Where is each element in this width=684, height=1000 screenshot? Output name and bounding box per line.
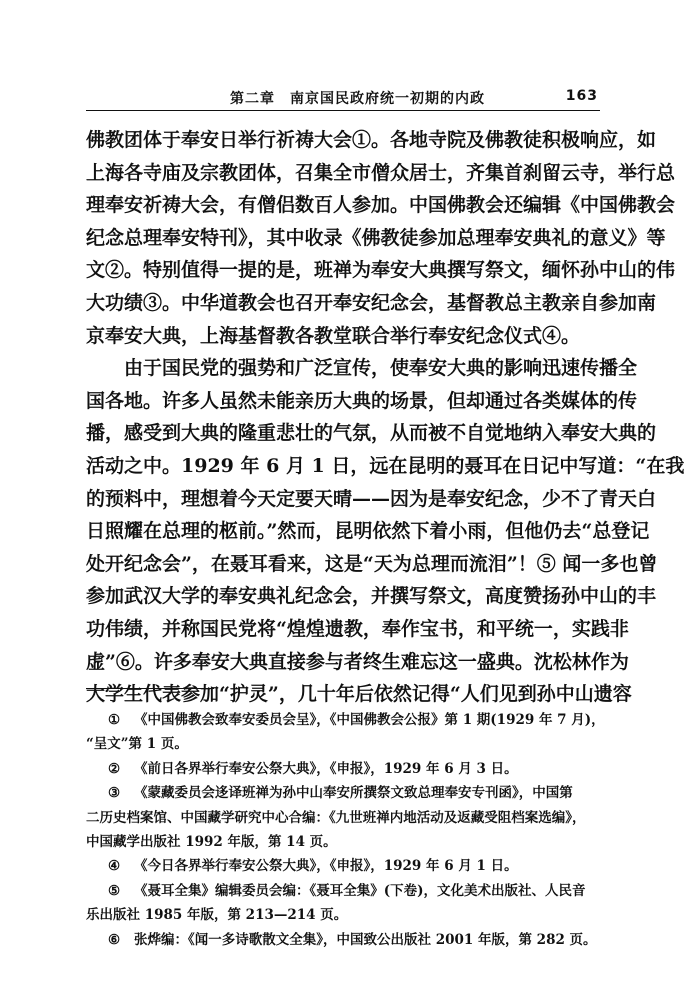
footnote-mark: ⑥: [108, 931, 121, 948]
text-line: 虚”⑥。许多奉安大典直接参与者终生难忘这一盛典。沈松林作为: [86, 650, 629, 673]
text-line: 国各地。许多人虽然未能亲历大典的场景，但却通过各类媒体的传: [86, 389, 638, 412]
text-line: 大学生代表参加“护灵”，几十年后依然记得“人们见到孙中山遗容: [86, 683, 632, 706]
footnote-5: [86, 879, 600, 928]
footnote-text: 《今日各界举行奉安公祭大典》，《申报》，1929 年 6 月 1 日。: [134, 858, 518, 875]
text-line: 功伟绩，并称国民党将“煌煌遗教，奉作宝书，和平统一，实践非: [86, 617, 629, 640]
footnote-rule: [86, 688, 214, 689]
footnote-text: 《中国佛教会致奉安委员会呈》，《中国佛教会公报》第 1 期(1929 年 7 月)，: [134, 712, 605, 728]
footnote-text: 《蒙藏委员会迻译班禅为孙中山奉安所撰祭文致总理奉安专刊函》，中国第: [134, 785, 573, 802]
paragraph-2: [86, 352, 684, 711]
footnote-1: [86, 708, 605, 757]
text-line: 纪念总理奉安特刊》，其中收录《佛教徒参加总理奉安典礼的意义》等: [86, 226, 666, 249]
text-line: 佛教团体于奉安日举行祈祷大会①。各地寺院及佛教徒积极响应，如: [86, 129, 657, 151]
footnote-mark: ④: [108, 858, 121, 875]
text-line: 上海各寺庙及宗教团体，召集全市僧众居士，齐集首刹留云寺，举行总: [86, 161, 676, 184]
text-line: 京奉安大典，上海基督教各教堂联合举行奉安纪念仪式④。: [86, 324, 581, 347]
footnote-2: [86, 757, 600, 781]
paragraph-1: [86, 124, 676, 352]
footnote-text: 乐出版社 1985 年版，第 213—214 页。: [86, 907, 348, 924]
footnote-mark: ③: [108, 785, 121, 802]
chapter-title: 第二章 南京国民政府统一初期的内政: [230, 91, 485, 107]
footnote-mark: ①: [108, 712, 121, 728]
footnote-6: [86, 928, 600, 952]
footnote-text: 二历史档案馆、中国藏学研究中心合编：《九世班禅内地活动及返藏受阻档案选编》，: [86, 809, 586, 826]
footnote-text: 张烨编：《闻一多诗歌散文全集》，中国致公出版社 2001 年版，第 282 页。: [134, 931, 597, 948]
footnote-text: 《聂耳全集》编辑委员会编：《聂耳全集》(下卷)，文化美术出版社、人民音: [134, 882, 586, 899]
footnote-text: 中国藏学出版社 1992 年版，第 14 页。: [86, 834, 337, 851]
footnote-mark: ②: [108, 760, 121, 777]
footnotes: [86, 708, 605, 952]
footnote-3: [86, 781, 600, 854]
text-line: 参加武汉大学的奉安典礼纪念会，并撰写祭文，高度赞扬孙中山的丰: [86, 585, 657, 608]
page-number: 163: [565, 88, 598, 104]
footnote-text: 《前日各界举行奉安公祭大典》，《申报》，1929 年 6 月 3 日。: [134, 760, 518, 777]
footnote-4: [86, 854, 600, 878]
text-line: 大功绩③。中华道教会也召开奉安纪念会，基督教总主教亲自参加南: [86, 291, 657, 314]
text-line: 处开纪念会”，在聂耳看来，这是“天为总理而流泪”！⑤ 闻一多也曾: [86, 552, 658, 575]
header-rule: [86, 110, 600, 111]
text-line: 播，感受到大典的隆重悲壮的气氛，从而被不自觉地纳入奉安大典的: [86, 422, 657, 445]
text-line: 文②。特别值得一提的是，班禅为奉安大典撰写祭文，缅怀孙中山的伟: [86, 259, 676, 282]
text-line: 由于国民党的强势和广泛宣传，使奉安大典的影响迅速传播全: [124, 357, 638, 380]
footnote-text: “呈文”第 1 页。: [86, 736, 188, 753]
text-line: 理奉安祈祷大会，有僧侣数百人参加。中国佛教会还编辑《中国佛教会: [86, 194, 676, 217]
text-line: 日照耀在总理的柩前。”然而，昆明依然下着小雨，但他仍去“总登记: [86, 520, 650, 543]
text-line: 的预料中，理想着今天定要天晴——因为是奉安纪念，少不了青天白: [86, 487, 657, 510]
body-text: [86, 124, 684, 711]
footnote-mark: ⑤: [108, 882, 121, 899]
text-line: 活动之中。1929 年 6 月 1 日，远在昆明的聂耳在日记中写道：“在我: [86, 454, 684, 477]
